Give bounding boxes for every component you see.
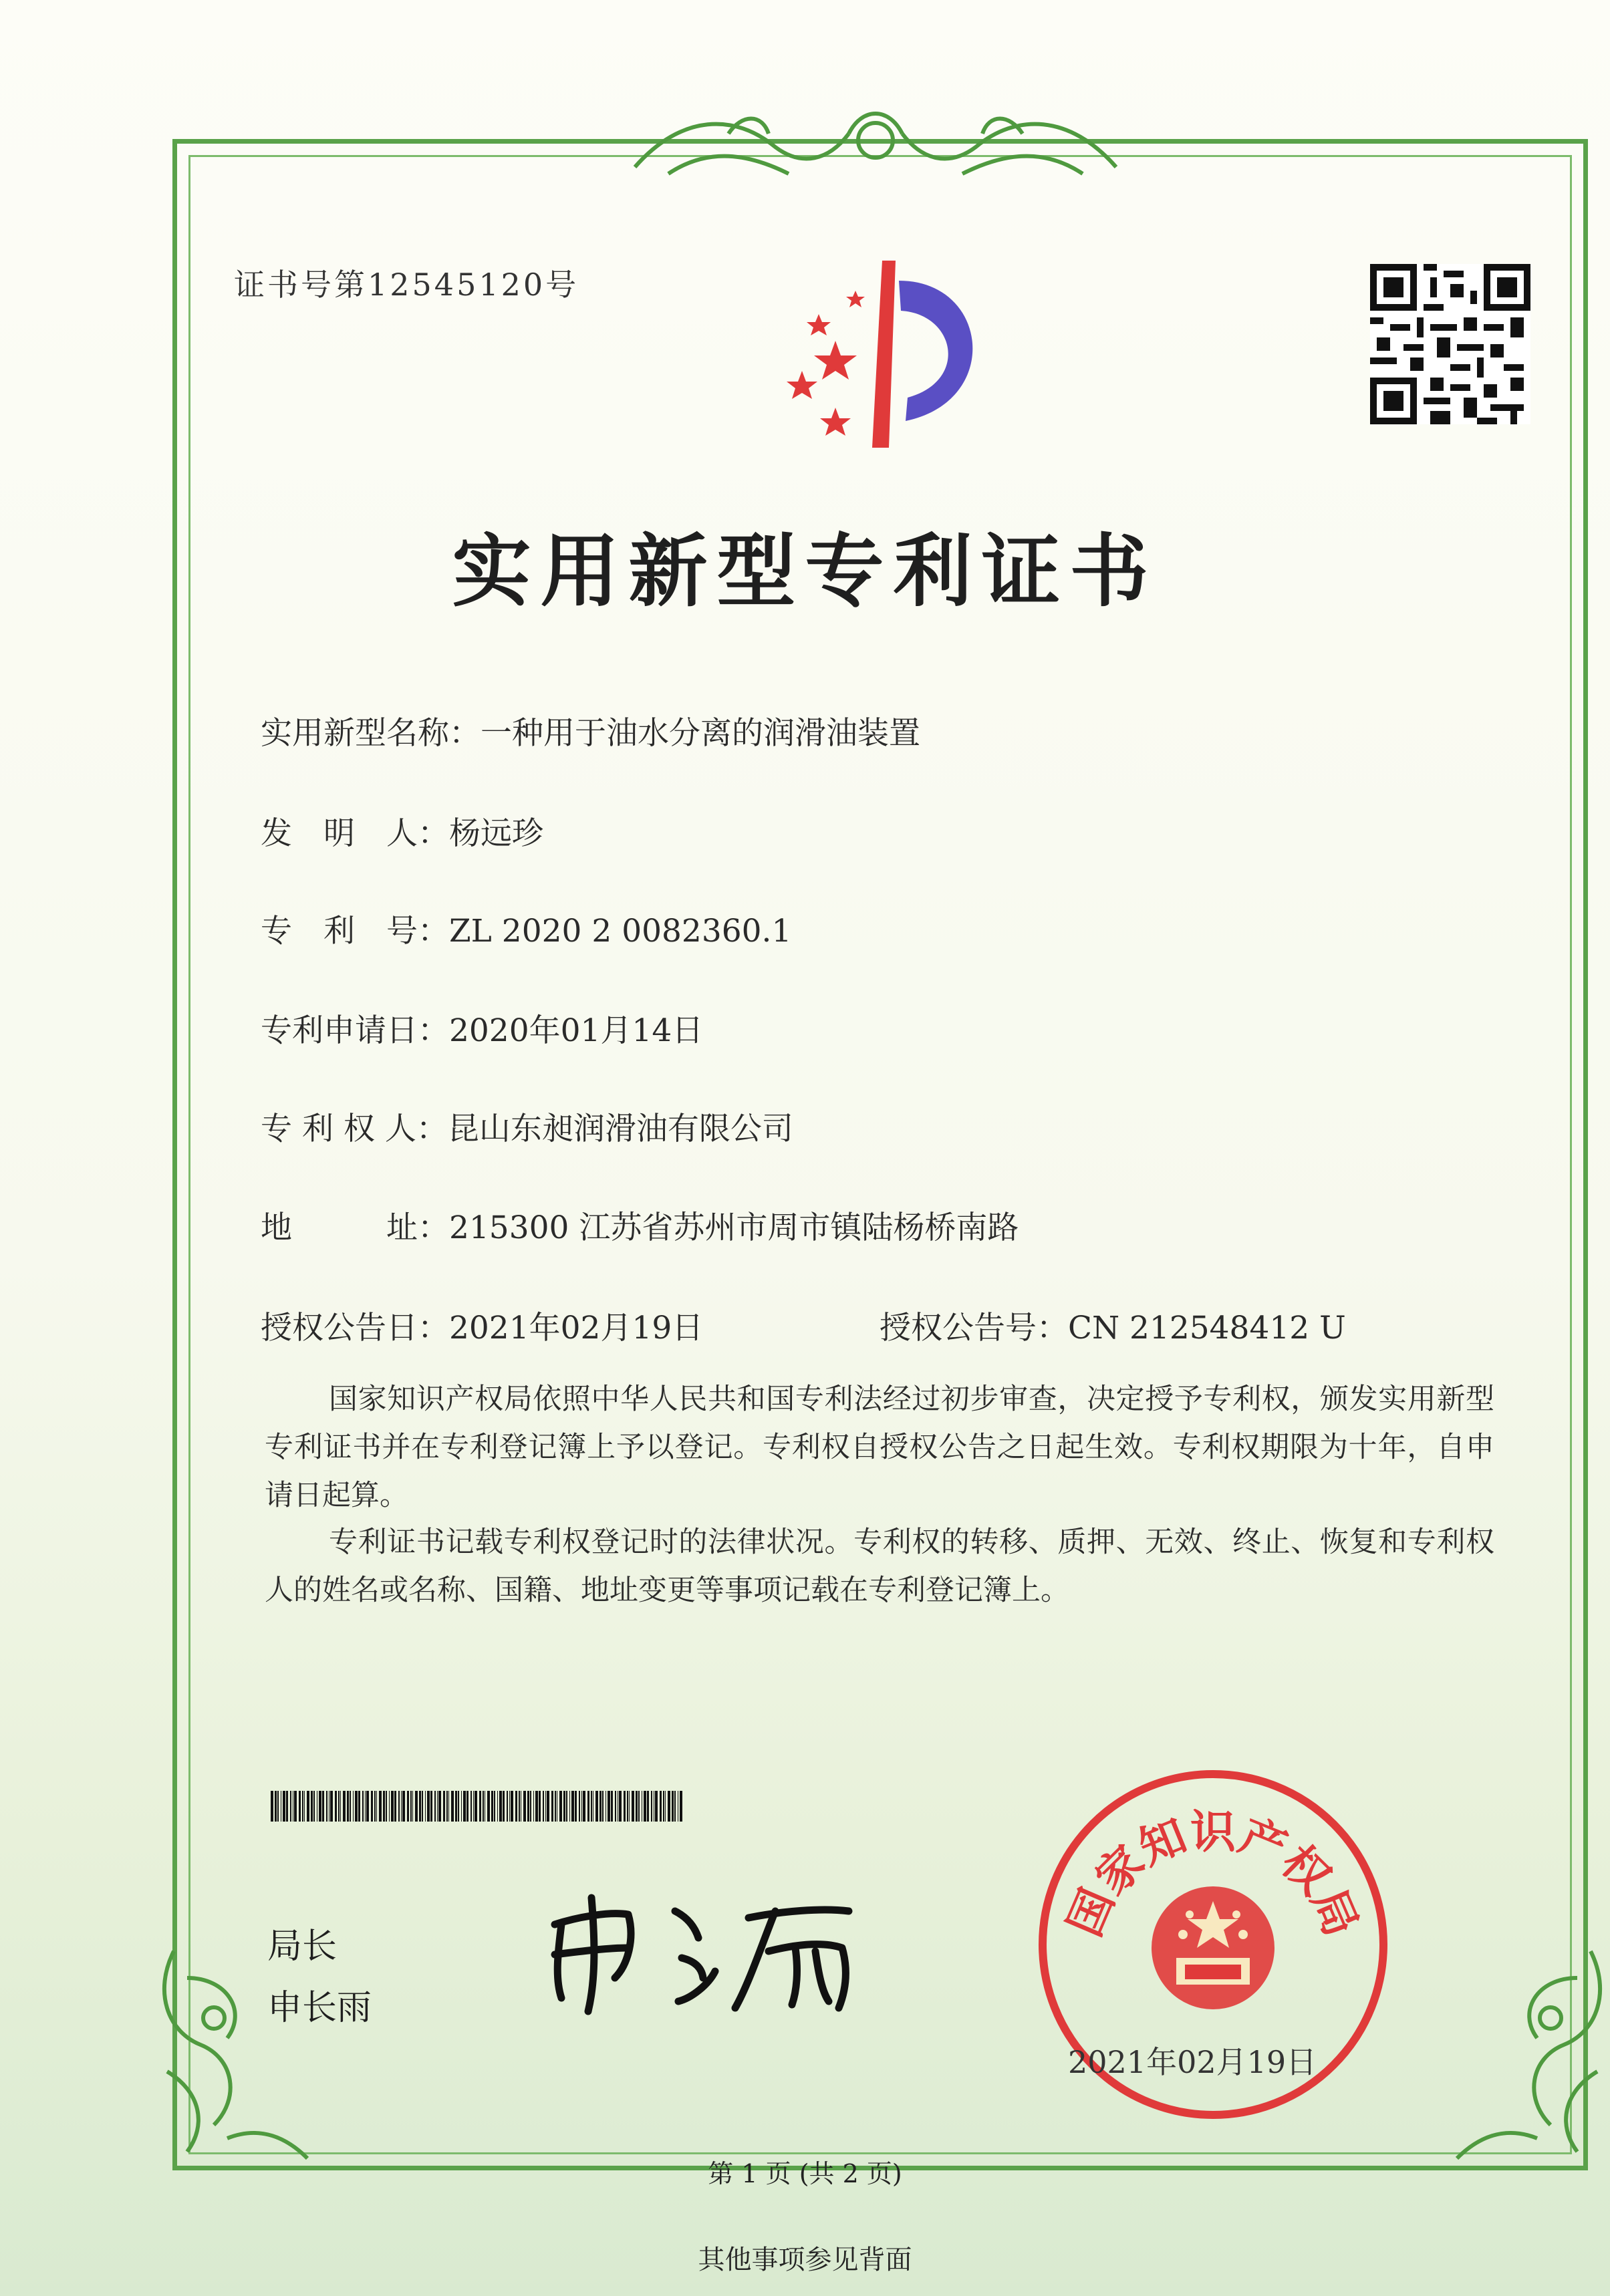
barcode-bar	[663, 1791, 664, 1822]
bottom-right-ornament	[1444, 1938, 1610, 2165]
barcode-bar	[446, 1791, 448, 1822]
patentee-row	[261, 1104, 793, 1149]
barcode-bar	[581, 1791, 582, 1822]
barcode-bar	[629, 1791, 630, 1822]
barcode-bar	[615, 1791, 616, 1822]
barcode-bar	[507, 1791, 508, 1822]
grant-number-row	[880, 1303, 1346, 1348]
barcode-bar	[412, 1791, 413, 1822]
barcode-bar	[299, 1791, 301, 1822]
barcode-bar	[383, 1791, 385, 1822]
application-date-row	[261, 1006, 703, 1050]
barcode-bar	[494, 1791, 495, 1822]
barcode-bar	[591, 1791, 592, 1822]
patent-number-value: ZL 2020 2 0082360.1	[449, 913, 792, 950]
barcode-bar	[343, 1791, 346, 1822]
barcode	[271, 1791, 685, 1822]
utility-model-name-row	[261, 708, 920, 753]
barcode-bar	[503, 1791, 505, 1822]
application-date-label: 专利申请日：	[261, 1012, 449, 1049]
barcode-bar	[619, 1791, 622, 1822]
barcode-bar	[543, 1791, 544, 1822]
patentee-label: 专 利 权 人：	[261, 1111, 448, 1147]
barcode-bar	[304, 1791, 305, 1822]
barcode-bar	[376, 1791, 377, 1822]
barcode-bar	[294, 1791, 297, 1822]
barcode-bar	[271, 1791, 273, 1822]
barcode-bar	[430, 1791, 432, 1822]
barcode-bar	[539, 1791, 541, 1822]
barcode-bar	[277, 1791, 279, 1822]
barcode-bar	[545, 1791, 546, 1822]
barcode-bar	[559, 1791, 562, 1822]
barcode-bar	[366, 1791, 369, 1822]
barcode-bar	[338, 1791, 340, 1822]
barcode-bar	[608, 1791, 610, 1822]
barcode-bar	[355, 1791, 358, 1822]
barcode-bar	[371, 1791, 373, 1822]
barcode-bar	[389, 1791, 390, 1822]
bottom-left-ornament	[147, 1938, 321, 2165]
barcode-bar	[599, 1791, 601, 1822]
barcode-bar	[566, 1791, 567, 1822]
official-name: 申长雨	[267, 1988, 372, 2028]
barcode-bar	[668, 1791, 670, 1822]
barcode-bar	[647, 1791, 649, 1822]
barcode-bar	[665, 1791, 666, 1822]
barcode-bar	[672, 1791, 674, 1822]
barcode-bar	[602, 1791, 603, 1822]
patent-office-logo	[755, 254, 1016, 454]
barcode-bar	[290, 1791, 291, 1822]
barcode-bar	[569, 1791, 570, 1822]
barcode-bar	[443, 1791, 445, 1822]
barcode-bar	[322, 1791, 324, 1822]
barcode-bar	[401, 1791, 402, 1822]
barcode-bar	[330, 1791, 333, 1822]
barcode-bar	[471, 1791, 472, 1822]
grant-date-value: 2021年02月19日	[449, 1310, 704, 1346]
inventor-label: 发 明 人：	[261, 815, 449, 852]
barcode-bar	[466, 1791, 468, 1822]
barcode-bar	[319, 1791, 321, 1822]
address-row	[261, 1203, 1019, 1248]
barcode-bar	[275, 1791, 277, 1822]
patent-number-row	[261, 906, 791, 951]
barcode-bar	[571, 1791, 574, 1822]
certificate-number: 证书号第12545120号	[234, 267, 579, 303]
barcode-bar	[379, 1791, 382, 1822]
grant-date-label: 授权公告日：	[261, 1310, 449, 1346]
barcode-bar	[437, 1791, 438, 1822]
seal-text: 国家知识产权局	[1058, 1806, 1368, 1945]
barcode-bar	[402, 1791, 405, 1822]
barcode-bar	[660, 1791, 662, 1822]
barcode-bar	[624, 1791, 626, 1822]
barcode-bar	[583, 1791, 585, 1822]
barcode-bar	[340, 1791, 341, 1822]
grant-date-row	[261, 1303, 703, 1348]
barcode-bar	[627, 1791, 628, 1822]
barcode-bar	[358, 1791, 360, 1822]
barcode-bar	[374, 1791, 376, 1822]
barcode-bar	[394, 1791, 396, 1822]
page-number: 第 1 页 (共 2 页)	[708, 2159, 902, 2188]
barcode-bar	[448, 1791, 449, 1822]
official-title: 局长	[267, 1926, 338, 1967]
barcode-bar	[391, 1791, 394, 1822]
barcode-bar	[386, 1791, 387, 1822]
barcode-bar	[307, 1791, 309, 1822]
inventor-row	[261, 809, 543, 853]
barcode-bar	[410, 1791, 412, 1822]
barcode-bar	[434, 1791, 436, 1822]
barcode-bar	[530, 1791, 531, 1822]
barcode-bar	[326, 1791, 327, 1822]
barcode-bar	[398, 1791, 400, 1822]
certificate-title: 实用新型专利证书	[452, 525, 1158, 617]
barcode-bar	[353, 1791, 354, 1822]
barcode-bar	[655, 1791, 658, 1822]
barcode-bar	[487, 1791, 490, 1822]
barcode-bar	[479, 1791, 481, 1822]
barcode-bar	[350, 1791, 351, 1822]
patentee-value: 昆山东昶润滑油有限公司	[447, 1111, 793, 1147]
barcode-bar	[563, 1791, 565, 1822]
grant-number-label: 授权公告号：	[880, 1310, 1068, 1346]
barcode-bar	[527, 1791, 529, 1822]
barcode-bar	[491, 1791, 493, 1822]
grant-number-value: CN 212548412 U	[1068, 1310, 1346, 1346]
application-date-value: 2020年01月14日	[449, 1012, 704, 1049]
utility-model-name-value: 一种用于油水分离的润滑油装置	[481, 715, 920, 752]
barcode-bar	[458, 1791, 459, 1822]
qr-code	[1370, 264, 1530, 424]
barcode-bar	[302, 1791, 303, 1822]
barcode-bar	[547, 1791, 549, 1822]
barcode-bar	[407, 1791, 409, 1822]
barcode-bar	[551, 1791, 553, 1822]
barcode-bar	[313, 1791, 315, 1822]
barcode-bar	[451, 1791, 454, 1822]
barcode-bar	[587, 1791, 589, 1822]
address-label: 地 址：	[261, 1209, 449, 1246]
barcode-bar	[365, 1791, 366, 1822]
barcode-bar	[438, 1791, 441, 1822]
barcode-bar	[419, 1791, 421, 1822]
barcode-bar	[286, 1791, 288, 1822]
utility-model-name-label: 实用新型名称：	[261, 715, 481, 752]
barcode-bar	[311, 1791, 313, 1822]
barcode-bar	[579, 1791, 580, 1822]
barcode-bar	[283, 1791, 285, 1822]
barcode-bar	[335, 1791, 337, 1822]
barcode-bar	[463, 1791, 466, 1822]
barcode-bar	[523, 1791, 526, 1822]
barcode-bar	[674, 1791, 676, 1822]
barcode-bar	[455, 1791, 457, 1822]
barcode-bar	[497, 1791, 498, 1822]
inventor-value: 杨远珍	[449, 815, 543, 852]
barcode-bar	[611, 1791, 613, 1822]
barcode-bar	[425, 1791, 426, 1822]
seal-date: 2021年02月19日	[1068, 2044, 1317, 2080]
barcode-bar	[347, 1791, 349, 1822]
barcode-bar	[533, 1791, 534, 1822]
barcode-bar	[473, 1791, 474, 1822]
patent-number-label: 专 利 号：	[261, 913, 449, 950]
footer-note: 其他事项参见背面	[698, 2245, 912, 2275]
barcode-bar	[483, 1791, 484, 1822]
barcode-bar	[595, 1791, 598, 1822]
legal-paragraph-1: 国家知识产权局依照中华人民共和国专利法经过初步审查，决定授予专利权，颁发实用新型专利证书并在专利登记簿上予以登记。专利权自授权公告之日起生效。专利权期限为十年，自申请日起算。	[265, 1383, 1494, 1512]
barcode-bar	[427, 1791, 430, 1822]
barcode-bar	[519, 1791, 520, 1822]
barcode-bar	[509, 1791, 510, 1822]
barcode-bar	[499, 1791, 502, 1822]
address-value: 215300 江苏省苏州市周市镇陆杨桥南路	[449, 1209, 1019, 1246]
barcode-bar	[651, 1791, 652, 1822]
barcode-bar	[535, 1791, 538, 1822]
barcode-bar	[461, 1791, 462, 1822]
barcode-bar	[515, 1791, 517, 1822]
barcode-bar	[680, 1791, 682, 1822]
barcode-bar	[644, 1791, 646, 1822]
barcode-bar	[575, 1791, 577, 1822]
barcode-bar	[636, 1791, 638, 1822]
barcode-bar	[415, 1791, 418, 1822]
barcode-bar	[475, 1791, 477, 1822]
legal-paragraph-2: 专利证书记载专利权登记时的法律状况。专利权的转移、质押、无效、终止、恢复和专利权人的姓名或名称、国籍、地址变更等事项记载在专利登记簿上。	[265, 1526, 1494, 1607]
barcode-bar	[422, 1791, 423, 1822]
barcode-bar	[638, 1791, 640, 1822]
barcode-bar	[511, 1791, 513, 1822]
barcode-bar	[632, 1791, 634, 1822]
top-ornament	[628, 94, 1123, 187]
signature	[535, 1884, 896, 2018]
barcode-bar	[362, 1791, 364, 1822]
barcode-bar	[555, 1791, 556, 1822]
